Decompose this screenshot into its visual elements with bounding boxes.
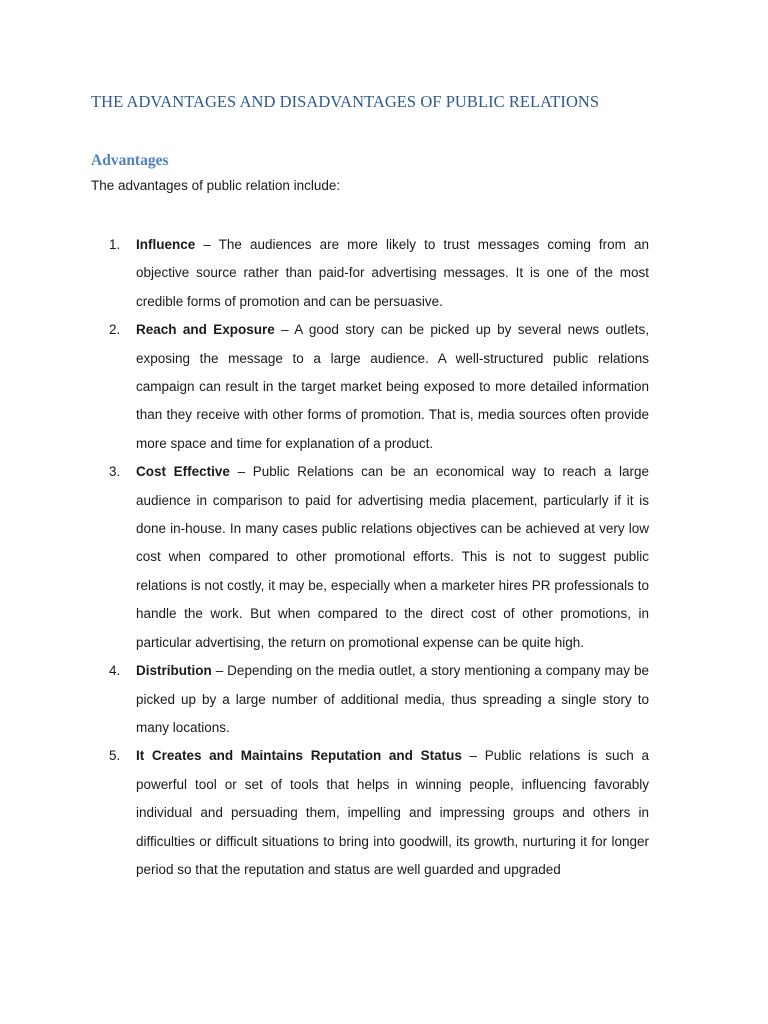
list-item-number: 3. [109,464,121,480]
list-item-text: – A good story can be picked up by several news outlets, exposing the message to a large audience. A well-structured public relations campaign can result in the target market being exposed to more detailed information than they receive with other forms of promotion. That is, media sources often provide more space and time for explanation of a product. [136,322,649,451]
list-item-title: Reach and Exposure [136,322,275,338]
list-item-title: Influence [136,237,196,252]
list-item-number: 4. [109,663,121,679]
list-item-number: 2. [109,322,121,338]
list-item-text: – Public Relations can be an economical way to reach a large audience in comparison to paid for advertising media placement, particularly if it is done in-house. In many cases public relations objectives can be achieved at very low cost when compared to other promotional efforts. This is not to suggest public relations is not costly, it may be, especially when a marketer hires PR professionals to handle the work. But when compared to the direct cost of other promotions, in particular advertising, the return on promotional expense can be quite high. [136,464,649,650]
list-item-text: – The audiences are more likely to trust messages coming from an objective source rather than paid-for advertising messages. It is one of the most credible forms of promotion and can be persuasive. [136,237,649,309]
list-item [0,316,649,458]
list-item [0,458,649,657]
list-item-number: 5. [109,748,121,764]
intro-paragraph: The advantages of public relation include: [91,178,341,193]
advantages-list [0,231,768,884]
list-item [0,742,649,884]
list-item [0,231,649,316]
list-item-title: Distribution [136,663,212,679]
list-item-text: – Depending on the media outlet, a story mentioning a company may be picked up by a large number of additional media, thus spreading a single story to many locations. [136,663,649,735]
list-item-text: – Public relations is such a powerful tool or set of tools that helps in winning people, influencing favorably individual and persuading them, impelling and impressing groups and others in difficulties or difficult situations to bring into goodwill, its growth, nurturing it for longer period so that the reputation and status are well guarded and upgraded [136,748,649,877]
list-item-title: Cost Effective [136,464,230,480]
list-item-title: It Creates and Maintains Reputation and Status [136,748,462,764]
document-title: THE ADVANTAGES AND DISADVANTAGES OF PUBLIC RELATIONS [91,92,600,111]
section-heading-advantages: Advantages [91,152,169,169]
list-item [0,657,649,742]
list-item-number: 1. [109,237,121,252]
